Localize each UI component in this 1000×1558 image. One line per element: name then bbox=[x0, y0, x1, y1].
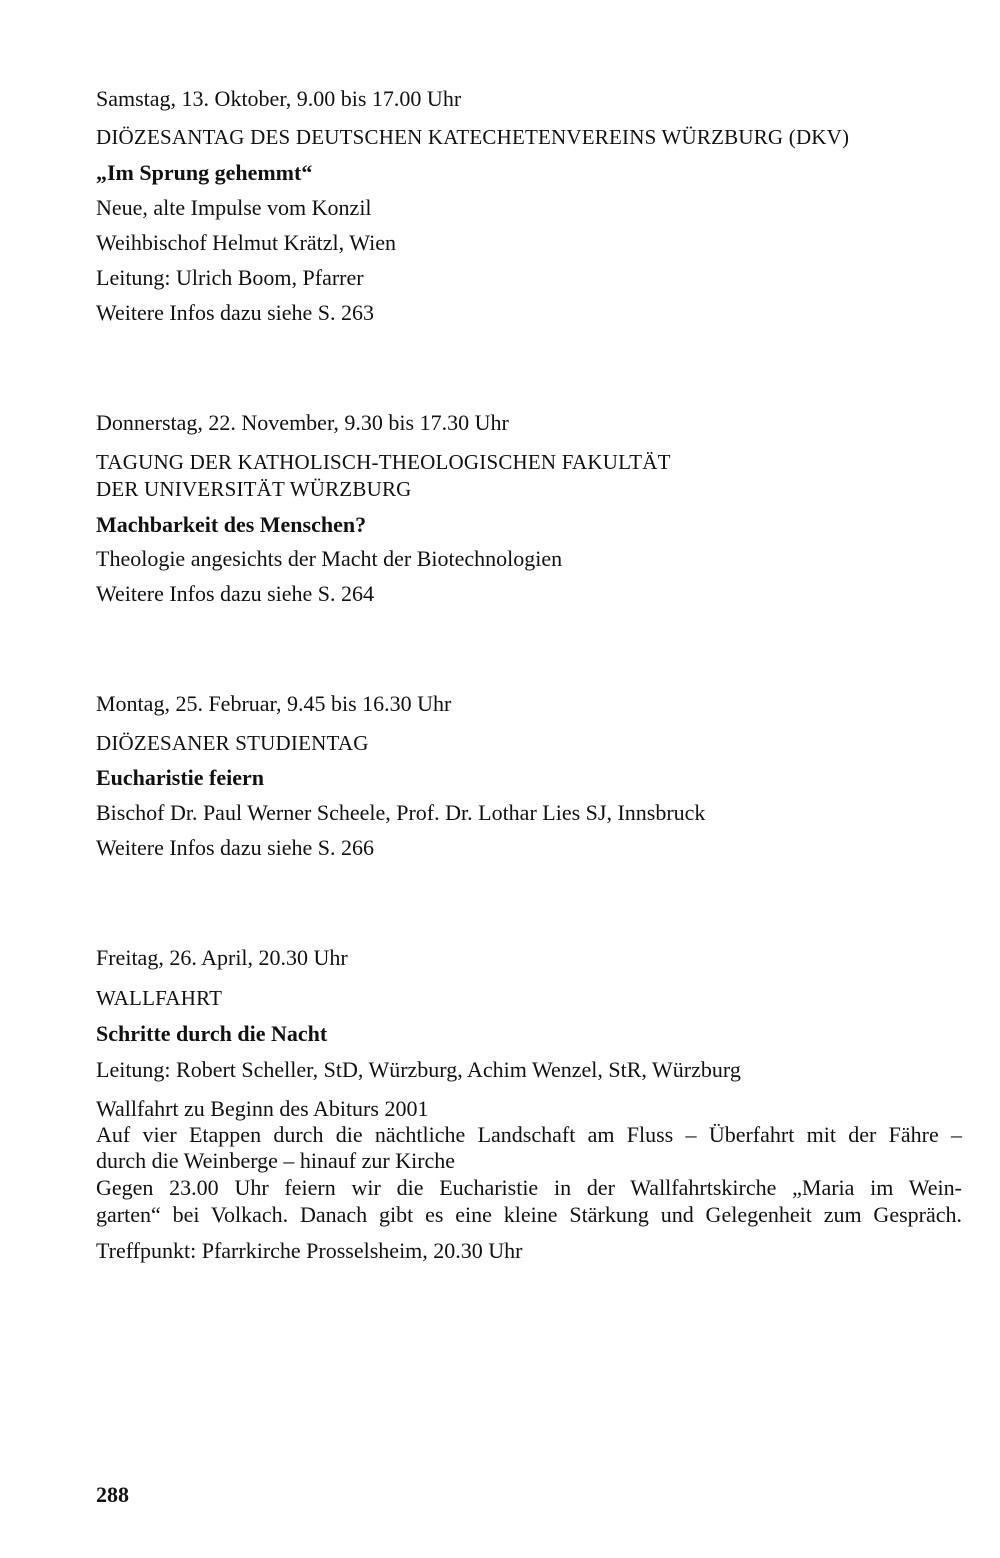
event-date: Montag, 25. Februar, 9.45 bis 16.30 Uhr bbox=[96, 691, 452, 716]
event-detail-line: Bischof Dr. Paul Werner Scheele, Prof. Dr. Lothar Lies SJ, Innsbruck bbox=[96, 800, 706, 825]
event-date: Donnerstag, 22. November, 9.30 bis 17.30 Uhr bbox=[96, 410, 509, 435]
event-heading: WALLFAHRT bbox=[96, 986, 223, 1010]
event-detail-line: Wallfahrt zu Beginn des Abiturs 2001 bbox=[96, 1096, 429, 1121]
event-title: Eucharistie feiern bbox=[96, 765, 265, 790]
event-heading: DIÖZESANER STUDIENTAG bbox=[96, 731, 369, 755]
event-date: Freitag, 26. April, 20.30 Uhr bbox=[96, 945, 348, 970]
event-detail-line: garten“ bei Volkach. Danach gibt es eine kleine Stärkung und Gelegenheit zum Gespräch. bbox=[96, 1202, 962, 1227]
event-title: Machbarkeit des Menschen? bbox=[96, 512, 367, 537]
event-detail-line: Gegen 23.00 Uhr feiern wir die Eucharistie in der Wallfahrtskirche „Maria im Wein- bbox=[96, 1175, 962, 1200]
event-detail-line: Weitere Infos dazu siehe S. 266 bbox=[96, 835, 375, 860]
event-detail-line: Neue, alte Impulse vom Konzil bbox=[96, 195, 372, 220]
event-detail-line: durch die Weinberge – hinauf zur Kirche bbox=[96, 1148, 456, 1173]
page-number: 288 bbox=[96, 1482, 129, 1507]
event-title: Schritte durch die Nacht bbox=[96, 1021, 328, 1046]
event-detail-line: Weitere Infos dazu siehe S. 264 bbox=[96, 581, 375, 606]
event-detail-line: Weihbischof Helmut Krätzl, Wien bbox=[96, 230, 396, 255]
event-title: „Im Sprung gehemmt“ bbox=[96, 160, 313, 185]
event-detail-line: Auf vier Etappen durch die nächtliche Landschaft am Fluss – Überfahrt mit der Fähre – bbox=[96, 1122, 962, 1147]
event-detail-line: Treffpunkt: Pfarrkirche Prosselsheim, 20.30 Uhr bbox=[96, 1238, 523, 1263]
event-heading-line: TAGUNG DER KATHOLISCH-THEOLOGISCHEN FAKULTÄT bbox=[96, 450, 671, 474]
event-heading-line: DER UNIVERSITÄT WÜRZBURG bbox=[96, 477, 412, 501]
event-detail-line: Leitung: Robert Scheller, StD, Würzburg, Achim Wenzel, StR, Würzburg bbox=[96, 1057, 741, 1082]
event-detail-line: Theologie angesichts der Macht der Biotechnologien bbox=[96, 546, 563, 571]
event-heading: DIÖZESANTAG DES DEUTSCHEN KATECHETENVEREINS WÜRZBURG (DKV) bbox=[96, 125, 850, 149]
event-detail-line: Leitung: Ulrich Boom, Pfarrer bbox=[96, 265, 364, 290]
event-detail-line: Weitere Infos dazu siehe S. 263 bbox=[96, 300, 375, 325]
event-date: Samstag, 13. Oktober, 9.00 bis 17.00 Uhr bbox=[96, 86, 462, 111]
